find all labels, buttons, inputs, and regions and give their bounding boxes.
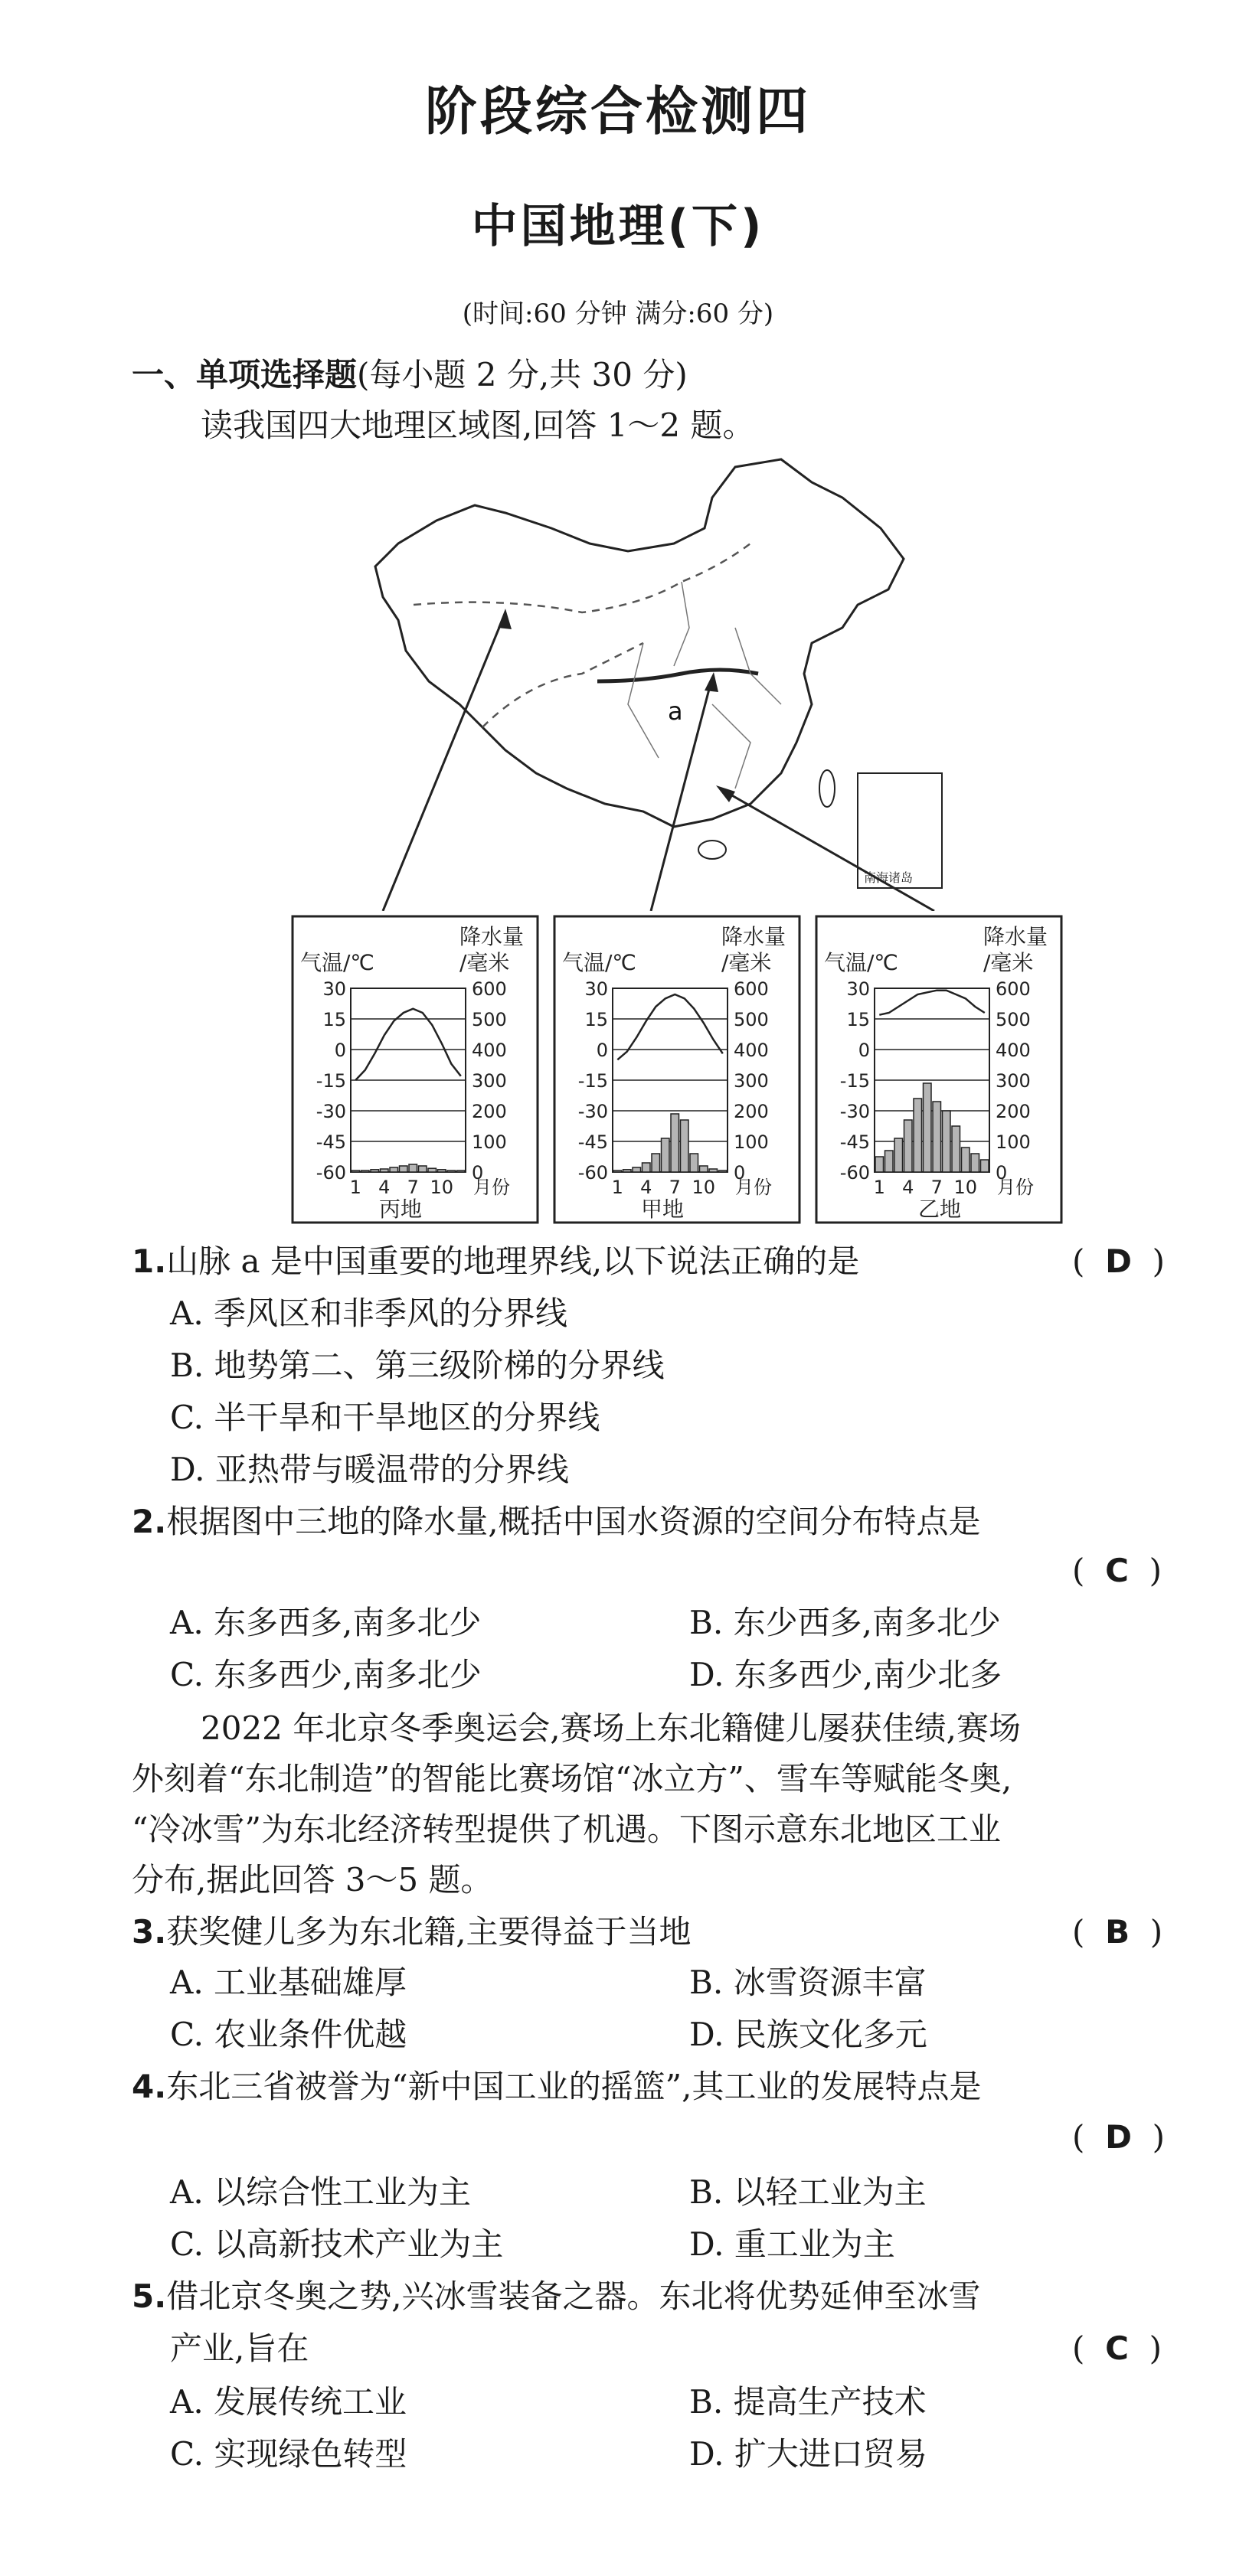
- temp-tick-label: 0: [858, 1040, 870, 1061]
- precip-bar: [652, 1154, 660, 1172]
- q2-option-d: D. 东多西少,南少北多: [689, 1656, 1002, 1693]
- page-subtitle: 中国地理(下): [471, 200, 765, 253]
- q1-option-b: B. 地势第二、第三级阶梯的分界线: [170, 1347, 665, 1384]
- arrow-line-bing: [383, 612, 505, 911]
- arrow-head-jia: [705, 672, 718, 692]
- temp-line: [879, 991, 985, 1015]
- precip-bar: [885, 1151, 894, 1172]
- month-tick-label: 7: [407, 1177, 419, 1198]
- temp-tick-label: 0: [596, 1040, 608, 1061]
- precip-bar: [381, 1169, 389, 1172]
- answer-4: ( D ): [1072, 2118, 1166, 2156]
- temp-tick-label: 15: [846, 1009, 870, 1030]
- month-tick-label: 10: [692, 1177, 716, 1198]
- precip-bar: [633, 1167, 641, 1172]
- q1-option-c: C. 半干旱和干旱地区的分界线: [170, 1399, 600, 1436]
- precip-tick-label: 0: [472, 1162, 484, 1184]
- precip-tick-label: 300: [996, 1070, 1031, 1092]
- temp-tick-label: 15: [322, 1009, 346, 1030]
- temp-axis-title: 气温/℃: [824, 950, 898, 975]
- precip-bar: [643, 1163, 651, 1172]
- temp-tick-label: -60: [839, 1162, 870, 1184]
- precip-tick-label: 0: [734, 1162, 746, 1184]
- precip-tick-label: 500: [996, 1009, 1031, 1030]
- temp-tick-label: -15: [577, 1070, 608, 1092]
- month-unit: 月份: [473, 1177, 510, 1198]
- precip-bar: [438, 1170, 446, 1172]
- station-name: 乙地: [917, 1197, 962, 1222]
- temp-tick-label: -30: [839, 1101, 870, 1122]
- exam-meta: (时间:60 分钟 满分:60 分): [462, 299, 774, 329]
- q2-option-a: A. 东多西多,南多北少: [170, 1604, 482, 1641]
- q3-option-c: C. 农业条件优越: [170, 2016, 407, 2053]
- month-tick-label: 4: [902, 1177, 914, 1198]
- month-tick-label: 1: [611, 1177, 623, 1198]
- temp-tick-label: 0: [334, 1040, 346, 1061]
- precip-bar: [409, 1164, 417, 1172]
- precip-tick-label: 600: [996, 978, 1031, 1000]
- inset-label: 南海诸岛: [864, 870, 914, 885]
- question-5-line-2: 产业,旨在: [170, 2330, 309, 2367]
- q1-option-a: A. 季风区和非季风的分界线: [170, 1295, 568, 1332]
- temp-axis-title: 气温/℃: [562, 950, 636, 975]
- precip-tick-label: 300: [734, 1070, 769, 1092]
- temp-tick-label: -60: [577, 1162, 608, 1184]
- precip-tick-label: 100: [472, 1131, 507, 1153]
- temp-tick-label: -30: [577, 1101, 608, 1122]
- precip-tick-label: 300: [472, 1070, 507, 1092]
- month-tick-label: 4: [378, 1177, 391, 1198]
- precip-tick-label: 500: [734, 1009, 769, 1030]
- precip-axis-title-2: /毫米: [983, 950, 1034, 975]
- region-boundary-qinling: [597, 670, 758, 681]
- precip-bar: [971, 1154, 979, 1172]
- precip-bar: [662, 1138, 670, 1172]
- precip-axis-title-1: 降水量: [983, 924, 1048, 949]
- precip-bar: [924, 1083, 932, 1172]
- q4-option-c: C. 以高新技术产业为主: [170, 2225, 504, 2263]
- arrow-head-yi: [716, 785, 735, 802]
- question-2: 2.根据图中三地的降水量,概括中国水资源的空间分布特点是: [132, 1503, 981, 1540]
- precip-tick-label: 100: [734, 1131, 769, 1153]
- answer-5: ( C ): [1072, 2330, 1162, 2367]
- q5-option-b: B. 提高生产技术: [689, 2383, 927, 2421]
- precip-bar: [613, 1170, 622, 1172]
- precip-bar: [709, 1169, 718, 1172]
- temp-tick-label: -60: [316, 1162, 346, 1184]
- q3-option-b: B. 冰雪资源丰富: [689, 1964, 927, 2001]
- answer-1: ( D ): [1072, 1242, 1166, 1280]
- section-title: 一、单项选择题: [132, 356, 358, 393]
- question-3: 3.获奖健儿多为东北籍,主要得益于当地: [132, 1913, 692, 1951]
- precip-bar: [962, 1148, 970, 1172]
- month-tick-label: 10: [953, 1177, 978, 1198]
- precip-bar: [400, 1166, 408, 1172]
- passage-line-4: 分布,据此回答 3～5 题。: [132, 1861, 493, 1899]
- precip-axis-title-1: 降水量: [459, 924, 525, 949]
- map-intro: 读我国四大地理区域图,回答 1～2 题。: [201, 406, 755, 444]
- precip-bar: [904, 1120, 913, 1172]
- station-name: 甲地: [640, 1197, 685, 1222]
- precip-bar: [933, 1102, 941, 1172]
- precip-bar: [914, 1099, 922, 1172]
- month-tick-label: 7: [669, 1177, 681, 1198]
- q3-option-d: D. 民族文化多元: [689, 2016, 927, 2053]
- climate-charts: [291, 915, 1225, 1229]
- precip-bar: [457, 1170, 466, 1172]
- q1-option-d: D. 亚热带与暖温带的分界线: [170, 1451, 569, 1488]
- q4-option-d: D. 重工业为主: [689, 2225, 895, 2263]
- precip-bar: [361, 1170, 370, 1172]
- precip-tick-label: 600: [734, 978, 769, 1000]
- temp-tick-label: -45: [316, 1131, 346, 1153]
- precip-bar: [447, 1170, 456, 1172]
- precip-bar: [894, 1138, 903, 1172]
- temp-tick-label: 30: [846, 978, 870, 1000]
- precip-bar: [952, 1126, 960, 1172]
- temp-tick-label: -30: [316, 1101, 346, 1122]
- temp-tick-label: -45: [839, 1131, 870, 1153]
- question-4: 4.东北三省被誉为“新中国工业的摇篮”,其工业的发展特点是: [132, 2068, 982, 2105]
- precip-bar: [681, 1120, 689, 1172]
- climate-chart-1: [293, 916, 538, 1223]
- q3-option-a: A. 工业基础雄厚: [170, 1964, 407, 2001]
- q5-option-a: A. 发展传统工业: [170, 2383, 407, 2421]
- precip-tick-label: 0: [996, 1162, 1008, 1184]
- temp-tick-label: -15: [839, 1070, 870, 1092]
- china-regions-map: [352, 452, 957, 911]
- answer-3: ( B ): [1072, 1913, 1163, 1951]
- precip-tick-label: 100: [996, 1131, 1031, 1153]
- page-title: 阶段综合检测四: [424, 82, 811, 142]
- precip-tick-label: 500: [472, 1009, 507, 1030]
- passage-line-1: 2022 年北京冬季奥运会,赛场上东北籍健儿屡获佳绩,赛场: [201, 1709, 1021, 1747]
- precip-bar: [875, 1157, 884, 1172]
- q2-option-c: C. 东多西少,南多北少: [170, 1656, 482, 1693]
- passage-line-3: “冷冰雪”为东北经济转型提供了机遇。下图示意东北地区工业: [132, 1810, 1001, 1848]
- answer-2: ( C ): [1072, 1552, 1162, 1589]
- temp-tick-label: 30: [584, 978, 608, 1000]
- station-name: 丙地: [378, 1197, 423, 1222]
- temp-tick-label: -15: [316, 1070, 346, 1092]
- precip-axis-title-1: 降水量: [721, 924, 786, 949]
- arrow-head-bing: [498, 609, 512, 629]
- month-tick-label: 4: [640, 1177, 652, 1198]
- precip-bar: [981, 1160, 989, 1172]
- precip-tick-label: 600: [472, 978, 507, 1000]
- region-boundary-north: [414, 544, 750, 612]
- taiwan-island: [819, 770, 835, 807]
- precip-tick-label: 200: [996, 1101, 1031, 1122]
- region-boundary-west: [482, 643, 643, 727]
- precip-tick-label: 200: [734, 1101, 769, 1122]
- q2-option-b: B. 东少西多,南多北少: [689, 1604, 1001, 1641]
- precip-tick-label: 400: [472, 1040, 507, 1061]
- question-1: 1.山脉 a 是中国重要的地理界线,以下说法正确的是: [132, 1242, 860, 1280]
- q4-option-b: B. 以轻工业为主: [689, 2173, 927, 2211]
- hainan-island: [698, 841, 726, 859]
- precip-bar: [690, 1154, 698, 1172]
- precip-bar: [419, 1166, 427, 1172]
- section-note: (每小题 2 分,共 30 分): [357, 356, 688, 393]
- precip-bar: [428, 1168, 437, 1172]
- precip-tick-label: 400: [734, 1040, 769, 1061]
- precip-axis-title-2: /毫米: [459, 950, 510, 975]
- month-unit: 月份: [997, 1177, 1034, 1198]
- temp-axis-title: 气温/℃: [300, 950, 374, 975]
- precip-bar: [671, 1114, 679, 1172]
- month-tick-label: 7: [930, 1177, 943, 1198]
- section-heading: [132, 354, 688, 397]
- month-unit: 月份: [735, 1177, 772, 1198]
- temp-tick-label: 30: [322, 978, 346, 1000]
- mountain-label-a: a: [668, 697, 683, 726]
- q5-option-d: D. 扩大进口贸易: [689, 2435, 927, 2473]
- q4-option-a: A. 以综合性工业为主: [170, 2173, 472, 2211]
- q5-option-c: C. 实现绿色转型: [170, 2435, 407, 2473]
- climate-chart-2: [554, 916, 799, 1223]
- precip-bar: [352, 1170, 360, 1172]
- passage-line-2: 外刻着“东北制造”的智能比赛场馆“冰立方”、雪车等赋能冬奥,: [132, 1760, 1012, 1797]
- precip-bar: [623, 1170, 632, 1172]
- precip-bar: [390, 1167, 398, 1172]
- precip-axis-title-2: /毫米: [721, 950, 772, 975]
- precip-bar: [371, 1170, 379, 1172]
- precip-bar: [700, 1166, 708, 1172]
- precip-bar: [719, 1170, 728, 1172]
- temp-tick-label: -45: [577, 1131, 608, 1153]
- month-tick-label: 10: [430, 1177, 454, 1198]
- month-tick-label: 1: [349, 1177, 361, 1198]
- climate-chart-3: [816, 916, 1061, 1223]
- precip-bar: [943, 1111, 951, 1172]
- province-lines: [628, 582, 781, 788]
- temp-tick-label: 15: [584, 1009, 608, 1030]
- precip-tick-label: 400: [996, 1040, 1031, 1061]
- precip-tick-label: 200: [472, 1101, 507, 1122]
- month-tick-label: 1: [873, 1177, 885, 1198]
- question-5: 5.借北京冬奥之势,兴冰雪装备之器。东北将优势延伸至冰雪: [132, 2277, 981, 2315]
